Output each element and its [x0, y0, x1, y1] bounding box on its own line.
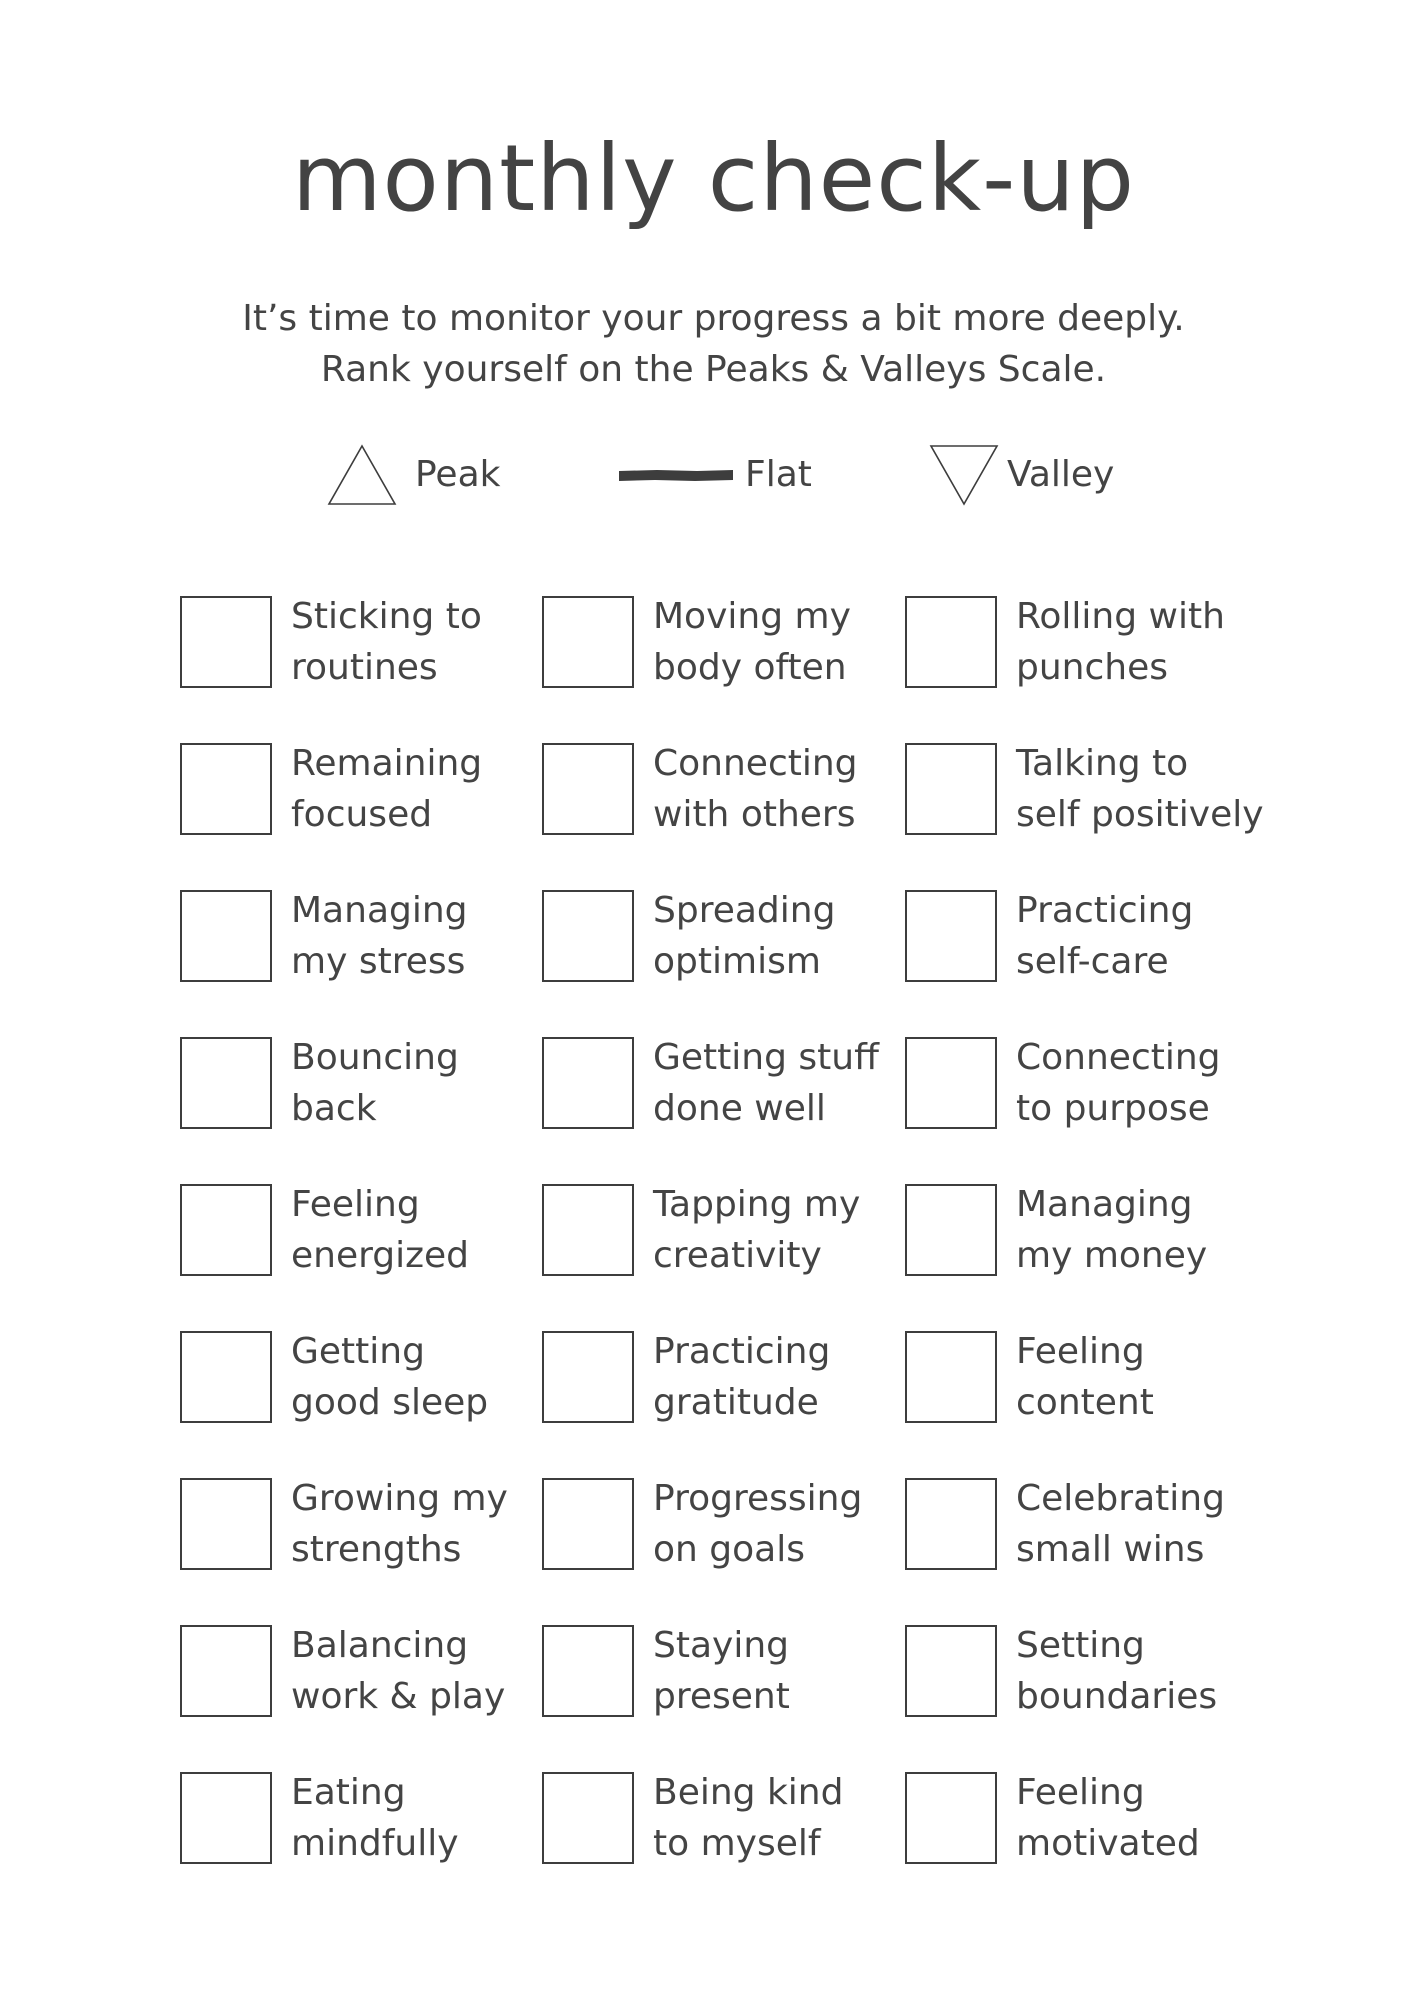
label-line-1: Growing my: [291, 1478, 508, 1519]
rating-checkbox[interactable]: [180, 743, 272, 835]
checklist-item-label: [653, 1767, 843, 1869]
checklist-row: [180, 1180, 1310, 1327]
label-line-2: content: [1016, 1382, 1154, 1423]
rating-checkbox[interactable]: [180, 596, 272, 688]
label-line-1: Practicing: [1016, 890, 1194, 931]
rating-checkbox[interactable]: [542, 1331, 634, 1423]
label-line-2: punches: [1016, 647, 1168, 688]
checklist-item-label: [653, 1473, 862, 1575]
checklist-item-label: [653, 591, 851, 693]
checklist-item: [905, 1621, 1217, 1721]
label-line-1: Talking to: [1016, 743, 1189, 784]
checklist-item-label: [1016, 1326, 1154, 1428]
instructions-line-2: Rank yourself on the Peaks & Valleys Scale.: [320, 349, 1107, 390]
label-line-2: optimism: [653, 941, 821, 982]
checklist-item-label: [291, 1473, 508, 1575]
rating-checkbox[interactable]: [542, 890, 634, 982]
rating-checkbox[interactable]: [905, 890, 997, 982]
checklist-item-label: [291, 1179, 469, 1281]
rating-checkbox[interactable]: [542, 743, 634, 835]
label-line-2: strengths: [291, 1529, 462, 1570]
rating-checkbox[interactable]: [180, 1772, 272, 1864]
label-line-2: gratitude: [653, 1382, 819, 1423]
checklist-item: [905, 1768, 1200, 1868]
checklist-item-label: [1016, 1767, 1200, 1869]
checklist-item: [542, 739, 858, 839]
rating-checkbox[interactable]: [905, 743, 997, 835]
checklist-item: [542, 592, 851, 692]
label-line-1: Getting: [291, 1331, 425, 1372]
rating-checkbox[interactable]: [542, 1625, 634, 1717]
checklist-item: [180, 739, 482, 839]
instructions: [0, 293, 1427, 395]
label-line-1: Getting stuff: [653, 1037, 879, 1078]
checklist-item: [905, 592, 1225, 692]
rating-checkbox[interactable]: [180, 1625, 272, 1717]
label-line-2: focused: [291, 794, 433, 835]
rating-checkbox[interactable]: [542, 596, 634, 688]
label-line-2: body often: [653, 647, 847, 688]
rating-checkbox[interactable]: [542, 1772, 634, 1864]
checklist-item-label: [1016, 1620, 1217, 1722]
label-line-2: my stress: [291, 941, 466, 982]
label-line-2: small wins: [1016, 1529, 1205, 1570]
rating-checkbox[interactable]: [905, 596, 997, 688]
label-line-2: my money: [1016, 1235, 1208, 1276]
flat-line-icon: [617, 465, 735, 485]
checklist-item: [542, 1327, 830, 1427]
label-line-2: back: [291, 1088, 377, 1129]
checklist-item-label: [291, 1620, 505, 1722]
label-line-2: self-care: [1016, 941, 1169, 982]
legend-flat-label: Flat: [745, 454, 812, 495]
checklist-item-label: [1016, 1473, 1225, 1575]
label-line-2: done well: [653, 1088, 826, 1129]
rating-checkbox[interactable]: [180, 1478, 272, 1570]
label-line-1: Feeling: [1016, 1331, 1145, 1372]
label-line-2: mindfully: [291, 1823, 459, 1864]
label-line-1: Tapping my: [653, 1184, 861, 1225]
checklist-item-label: [1016, 738, 1264, 840]
label-line-1: Bouncing: [291, 1037, 459, 1078]
checklist-row: [180, 1621, 1310, 1768]
label-line-1: Connecting: [1016, 1037, 1221, 1078]
rating-checkbox[interactable]: [542, 1184, 634, 1276]
checklist-item: [180, 1180, 469, 1280]
checklist-item: [542, 1474, 862, 1574]
rating-checkbox[interactable]: [905, 1037, 997, 1129]
checklist-item: [542, 1768, 843, 1868]
rating-checkbox[interactable]: [180, 890, 272, 982]
label-line-1: Moving my: [653, 596, 851, 637]
checklist-item-label: [1016, 1179, 1207, 1281]
checklist-row: [180, 1474, 1310, 1621]
checklist-item: [180, 1033, 459, 1133]
label-line-2: to myself: [653, 1823, 821, 1864]
label-line-2: good sleep: [291, 1382, 489, 1423]
label-line-1: Rolling with: [1016, 596, 1225, 637]
checklist-item: [542, 1621, 790, 1721]
checklist-item-label: [653, 738, 858, 840]
label-line-1: Managing: [1016, 1184, 1193, 1225]
checklist-item: [905, 886, 1193, 986]
checklist-item-label: [291, 1032, 459, 1134]
checklist-item-label: [1016, 1032, 1221, 1134]
label-line-1: Feeling: [291, 1184, 420, 1225]
legend-peak-label: Peak: [415, 454, 501, 495]
triangle-up-icon: [327, 444, 397, 506]
checklist-item-label: [291, 1767, 459, 1869]
rating-checkbox[interactable]: [905, 1331, 997, 1423]
label-line-2: creativity: [653, 1235, 822, 1276]
label-line-1: Progressing: [653, 1478, 863, 1519]
label-line-1: Celebrating: [1016, 1478, 1225, 1519]
checklist-row: [180, 886, 1310, 1033]
label-line-2: work & play: [291, 1676, 506, 1717]
triangle-down-icon: [929, 444, 999, 506]
rating-checkbox[interactable]: [905, 1478, 997, 1570]
label-line-1: Spreading: [653, 890, 836, 931]
label-line-2: self positively: [1016, 794, 1264, 835]
label-line-2: energized: [291, 1235, 470, 1276]
rating-checkbox[interactable]: [542, 1478, 634, 1570]
rating-checkbox[interactable]: [905, 1772, 997, 1864]
label-line-2: boundaries: [1016, 1676, 1218, 1717]
checklist-item: [905, 1474, 1225, 1574]
checklist-item: [905, 1180, 1207, 1280]
label-line-2: with others: [653, 794, 856, 835]
label-line-1: Staying: [653, 1625, 790, 1666]
label-line-1: Setting: [1016, 1625, 1145, 1666]
checklist-item-label: [291, 738, 482, 840]
rating-checkbox[interactable]: [180, 1037, 272, 1129]
label-line-1: Balancing: [291, 1625, 469, 1666]
checklist-item: [542, 1033, 879, 1133]
checklist-item-label: [291, 885, 468, 987]
checklist-row: [180, 739, 1310, 886]
rating-checkbox[interactable]: [542, 1037, 634, 1129]
label-line-1: Practicing: [653, 1331, 831, 1372]
rating-checkbox[interactable]: [180, 1331, 272, 1423]
checklist-item: [905, 1327, 1154, 1427]
label-line-2: to purpose: [1016, 1088, 1210, 1129]
checklist-item: [905, 1033, 1221, 1133]
label-line-1: Being kind: [653, 1772, 844, 1813]
rating-checkbox[interactable]: [905, 1625, 997, 1717]
checklist-item: [180, 1327, 488, 1427]
scale-legend: [0, 440, 1427, 510]
page-title: monthly check-up: [291, 125, 1136, 232]
legend-peak: [327, 440, 500, 510]
instructions-line-1: It’s time to monitor your progress a bit more deeply.: [242, 298, 1185, 339]
label-line-1: Feeling: [1016, 1772, 1145, 1813]
legend-flat: [617, 440, 812, 510]
legend-valley-label: Valley: [1007, 454, 1115, 495]
checklist-item-label: [291, 1326, 488, 1428]
checklist-item: [905, 739, 1264, 839]
checklist-item: [542, 1180, 860, 1280]
checklist-item: [542, 886, 835, 986]
rating-checkbox[interactable]: [905, 1184, 997, 1276]
checklist-item-label: [653, 1179, 860, 1281]
checklist-item: [180, 592, 482, 692]
label-line-1: Remaining: [291, 743, 483, 784]
label-line-1: Sticking to: [291, 596, 482, 637]
checklist-item: [180, 1621, 505, 1721]
checklist-item: [180, 1768, 459, 1868]
label-line-2: motivated: [1016, 1823, 1200, 1864]
checklist-item-label: [653, 1620, 790, 1722]
checklist-item-label: [653, 885, 835, 987]
checklist-row: [180, 1033, 1310, 1180]
label-line-1: Eating: [291, 1772, 406, 1813]
checklist-row: [180, 1768, 1310, 1915]
checklist-row: [180, 592, 1310, 739]
label-line-2: present: [653, 1676, 790, 1717]
checklist-item: [180, 1474, 508, 1574]
checklist-item-label: [1016, 885, 1193, 987]
label-line-2: routines: [291, 647, 438, 688]
checklist-item-label: [1016, 591, 1225, 693]
label-line-1: Connecting: [653, 743, 858, 784]
checklist-item: [180, 886, 468, 986]
label-line-1: Managing: [291, 890, 468, 931]
rating-checkbox[interactable]: [180, 1184, 272, 1276]
checklist-item-label: [653, 1032, 879, 1134]
checklist-item-label: [291, 591, 482, 693]
checklist-row: [180, 1327, 1310, 1474]
checklist-item-label: [653, 1326, 830, 1428]
checklist-grid: [180, 592, 1310, 1915]
label-line-2: on goals: [653, 1529, 805, 1570]
legend-valley: [929, 440, 1114, 510]
